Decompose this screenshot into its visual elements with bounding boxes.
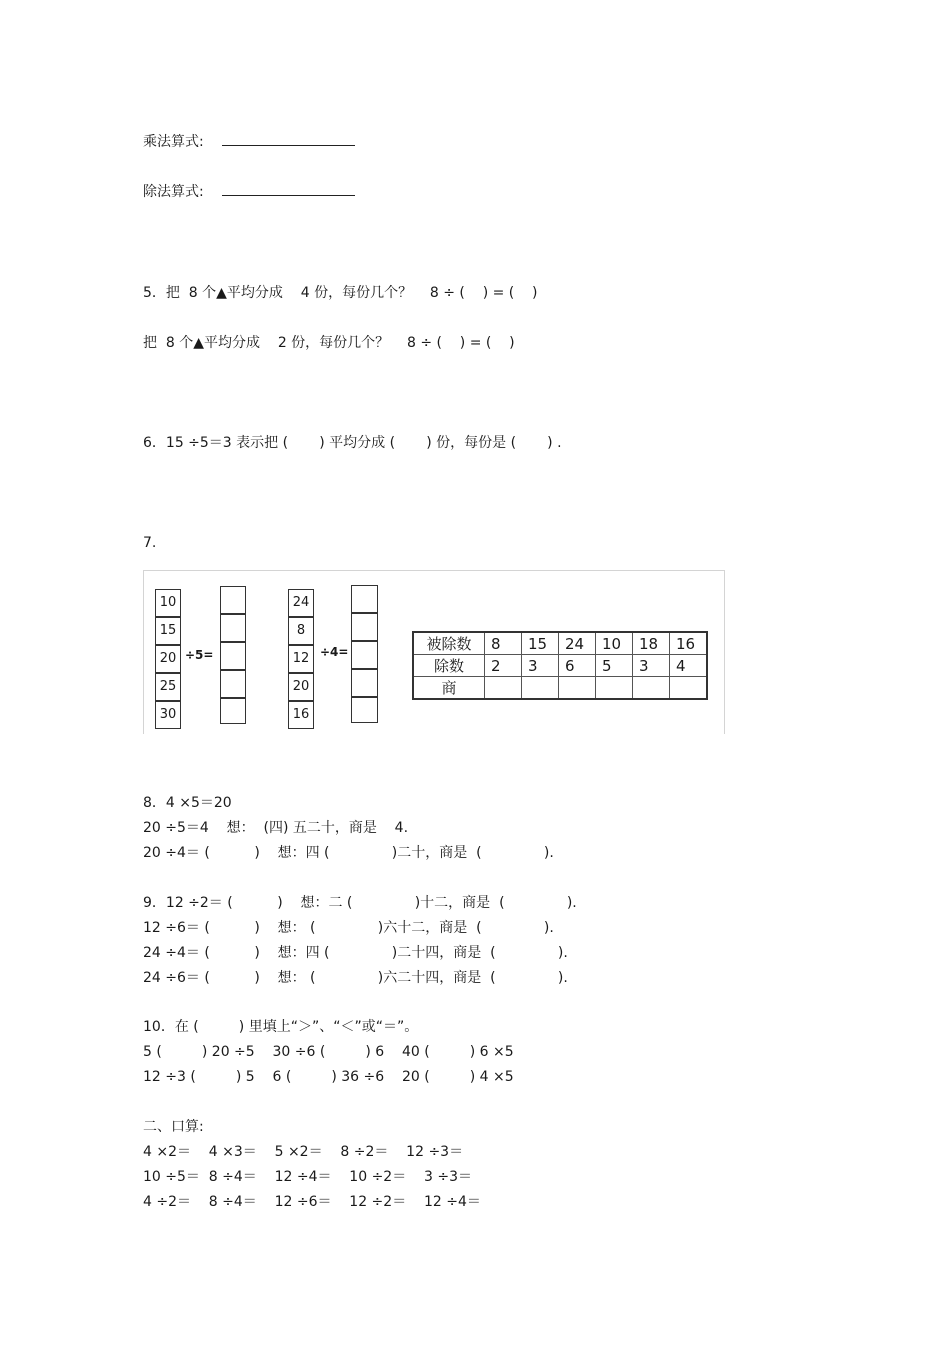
left-cell-1: 10 — [155, 589, 181, 617]
middle-operator: ÷4= — [320, 645, 349, 659]
divisor-row — [413, 655, 707, 677]
dividend-cell: 15 — [522, 632, 559, 655]
q7-label: 7. — [143, 535, 157, 551]
q8-line-3: 20 ÷4＝ ( ) 想：四 ( )二十，商是 ( ). — [143, 845, 554, 861]
multiplication-formula-line — [143, 133, 355, 151]
middle-answer-cell-5[interactable] — [351, 697, 378, 723]
divisor-cell: 3 — [633, 655, 670, 677]
dividend-cell: 8 — [485, 632, 522, 655]
q8-line-1: 8．4 ×5＝20 — [143, 795, 232, 811]
divisor-cell: 3 — [522, 655, 559, 677]
oral-calc-line-3: 4 ÷2＝ 8 ÷4＝ 12 ÷6＝ 12 ÷2＝ 12 ÷4＝ — [143, 1194, 481, 1210]
left-answer-cell-1[interactable] — [220, 586, 246, 614]
middle-cell-1: 24 — [288, 589, 314, 617]
quotient-row — [413, 677, 707, 700]
dividend-cell: 16 — [670, 632, 708, 655]
left-cell-5: 30 — [155, 701, 181, 729]
q10-line-3: 12 ÷3 ( ) 5 6 ( ) 36 ÷6 20 ( ) 4 ×5 — [143, 1069, 514, 1085]
division-answer-blank[interactable] — [222, 183, 355, 196]
left-answer-cell-5[interactable] — [220, 698, 246, 724]
division-label: 除法算式: — [143, 184, 204, 200]
middle-answer-cell-3[interactable] — [351, 641, 378, 669]
oral-calc-line-1: 4 ×2＝ 4 ×3＝ 5 ×2＝ 8 ÷2＝ 12 ÷3＝ — [143, 1144, 464, 1160]
multiplication-label: 乘法算式: — [143, 134, 204, 150]
part2-title: 二、口算: — [143, 1119, 204, 1135]
divisor-cell: 2 — [485, 655, 522, 677]
divisor-cell: 6 — [559, 655, 596, 677]
left-answer-cell-3[interactable] — [220, 642, 246, 670]
quotient-answer-cell[interactable] — [596, 677, 633, 700]
q10-line-2: 5 ( ) 20 ÷5 30 ÷6 ( ) 6 40 ( ) 6 ×5 — [143, 1044, 514, 1060]
q10-line-1: 10．在 ( ) 里填上“＞”、“＜”或“＝”。 — [143, 1019, 419, 1035]
q9-line-2: 12 ÷6＝ ( ) 想： ( )六十二，商是 ( ). — [143, 920, 554, 936]
quotient-header: 商 — [413, 677, 485, 700]
middle-cell-3: 12 — [288, 645, 314, 673]
dividend-cell: 24 — [559, 632, 596, 655]
q6-line-1: 6．15 ÷5＝3 表示把 ( ) 平均分成 ( ) 份，每份是 ( ) . — [143, 435, 562, 451]
middle-cell-5: 16 — [288, 701, 314, 729]
quotient-answer-cell[interactable] — [559, 677, 596, 700]
dividend-cell: 10 — [596, 632, 633, 655]
q9-line-4: 24 ÷6＝ ( ) 想： ( )六二十四，商是 ( ). — [143, 970, 568, 986]
q8-line-2: 20 ÷5＝4 想： (四) 五二十，商是 4. — [143, 820, 409, 836]
left-answer-cell-4[interactable] — [220, 670, 246, 698]
dividend-header: 被除数 — [413, 632, 485, 655]
divisor-cell: 4 — [670, 655, 708, 677]
division-table — [412, 631, 708, 700]
oral-calc-line-2: 10 ÷5＝ 8 ÷4＝ 12 ÷4＝ 10 ÷2＝ 3 ÷3＝ — [143, 1169, 472, 1185]
left-answer-cell-2[interactable] — [220, 614, 246, 642]
left-operator: ÷5= — [185, 648, 214, 662]
left-cell-3: 20 — [155, 645, 181, 673]
quotient-answer-cell[interactable] — [670, 677, 708, 700]
q5-line-2: 把 8 个▲平均分成 2 份，每份几个？ 8 ÷ ( ) = ( ) — [143, 335, 515, 351]
division-formula-line — [143, 183, 355, 201]
divisor-header: 除数 — [413, 655, 485, 677]
multiplication-answer-blank[interactable] — [222, 133, 355, 146]
q7-figure — [143, 570, 725, 734]
middle-answer-cell-2[interactable] — [351, 613, 378, 641]
middle-cell-2: 8 — [288, 617, 314, 645]
quotient-answer-cell[interactable] — [633, 677, 670, 700]
left-cell-4: 25 — [155, 673, 181, 701]
dividend-row — [413, 632, 707, 655]
q9-line-3: 24 ÷4＝ ( ) 想：四 ( )二十四，商是 ( ). — [143, 945, 568, 961]
dividend-cell: 18 — [633, 632, 670, 655]
middle-answer-cell-1[interactable] — [351, 585, 378, 613]
divisor-cell: 5 — [596, 655, 633, 677]
middle-cell-4: 20 — [288, 673, 314, 701]
quotient-answer-cell[interactable] — [485, 677, 522, 700]
q9-line-1: 9．12 ÷2＝ ( ) 想：二 ( )十二，商是 ( ). — [143, 895, 577, 911]
left-cell-2: 15 — [155, 617, 181, 645]
middle-answer-cell-4[interactable] — [351, 669, 378, 697]
quotient-answer-cell[interactable] — [522, 677, 559, 700]
q5-line-1: 5．把 8 个▲平均分成 4 份，每份几个？ 8 ÷ ( ) = ( ) — [143, 285, 538, 301]
